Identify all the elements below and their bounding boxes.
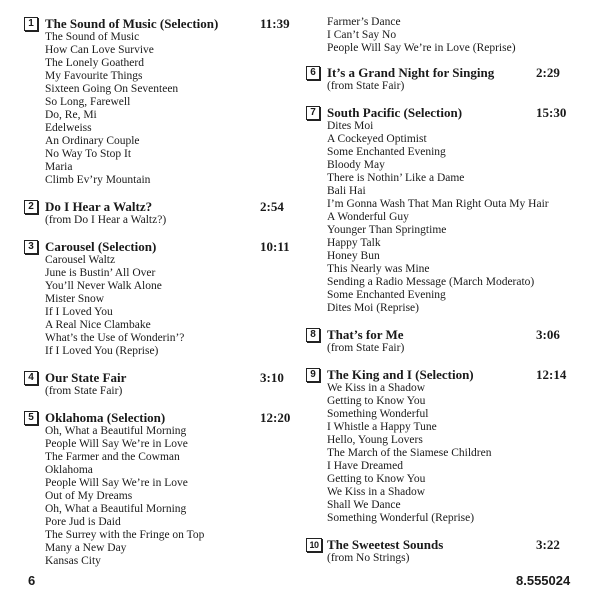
page-number: 6: [28, 573, 36, 588]
track-item: Getting to Know You: [327, 395, 426, 407]
track-item: What’s the Use of Wonderin’?: [45, 332, 185, 344]
track-number: 6: [306, 66, 320, 80]
track-title: South Pacific (Selection): [327, 105, 463, 120]
track-item: Something Wonderful: [327, 408, 429, 420]
track-item: Some Enchanted Evening: [327, 146, 446, 158]
track: [24, 199, 294, 227]
track-header: [306, 367, 576, 382]
track-items: [306, 120, 576, 315]
track-item: Pore Jud is Daid: [45, 516, 121, 528]
track-item: (from State Fair): [45, 385, 123, 397]
track-number: 7: [306, 106, 320, 120]
continued-track-items: [306, 16, 576, 55]
track-items: [306, 382, 576, 525]
track-items: [306, 552, 576, 565]
track-item: (from State Fair): [327, 342, 405, 354]
track-number: 5: [24, 411, 38, 425]
track-title: The King and I (Selection): [327, 367, 474, 382]
track-title: Oklahoma (Selection): [45, 410, 166, 425]
track-header: [24, 16, 294, 31]
track-items: [24, 254, 294, 358]
track-item: Getting to Know You: [327, 473, 426, 485]
track-item: I Have Dreamed: [327, 460, 403, 472]
track-items: [24, 385, 294, 398]
left-column: [24, 16, 294, 580]
track-header: [306, 105, 576, 120]
track: [306, 65, 576, 93]
track-item: So Long, Farewell: [45, 96, 131, 108]
track-item: June is Bustin’ All Over: [45, 267, 156, 279]
track-item: This Nearly was Mine: [327, 263, 430, 275]
track-item: Out of My Dreams: [45, 490, 133, 502]
track-item: Many a New Day: [45, 542, 127, 554]
track-header: [306, 327, 576, 342]
track-items: [24, 214, 294, 227]
track-number: 8: [306, 328, 320, 342]
right-column: [306, 16, 576, 577]
track-item: I Can’t Say No: [327, 29, 397, 41]
track-item: (from No Strings): [327, 552, 410, 564]
track-item: Maria: [45, 161, 73, 173]
track: [306, 105, 576, 315]
track-item: I’m Gonna Wash That Man Right Outa My Hair: [327, 198, 549, 210]
track-item: Oh, What a Beautiful Morning: [45, 425, 187, 437]
track-item: Edelweiss: [45, 122, 92, 134]
track-item: Dites Moi: [327, 120, 374, 132]
track-item: Hello, Young Lovers: [327, 434, 423, 446]
track: [306, 367, 576, 525]
track-title: Our State Fair: [45, 370, 127, 385]
track-item: Honey Bun: [327, 250, 380, 262]
track-item: My Favourite Things: [45, 70, 143, 82]
track-number: 9: [306, 368, 320, 382]
track-header: [24, 199, 294, 214]
track-duration: 12:20: [260, 410, 291, 425]
track-item: If I Loved You (Reprise): [45, 345, 159, 357]
track-title: Carousel (Selection): [45, 239, 157, 254]
track: [24, 370, 294, 398]
track-item: Oh, What a Beautiful Morning: [45, 503, 187, 515]
track-item: The Sound of Music: [45, 31, 140, 43]
track-item: The March of the Siamese Children: [327, 447, 492, 459]
track-item: Mister Snow: [45, 293, 105, 305]
track-item: Happy Talk: [327, 237, 381, 249]
track-title: The Sweetest Sounds: [327, 537, 444, 552]
track-duration: 12:14: [536, 367, 567, 382]
track-item: If I Loved You: [45, 306, 113, 318]
track-header: [24, 239, 294, 254]
track-item: People Will Say We’re in Love: [45, 438, 188, 450]
track-item: Younger Than Springtime: [327, 224, 447, 236]
track-item: The Farmer and the Cowman: [45, 451, 180, 463]
track-item: (from State Fair): [327, 80, 405, 92]
track-item: You’ll Never Walk Alone: [45, 280, 162, 292]
track-item: A Cockeyed Optimist: [327, 133, 427, 145]
track-duration: 10:11: [260, 239, 290, 254]
track-item: The Surrey with the Fringe on Top: [45, 529, 205, 541]
track-duration: 2:29: [536, 65, 560, 80]
track-item: Sixteen Going On Seventeen: [45, 83, 179, 95]
track-duration: 3:10: [260, 370, 284, 385]
track: [24, 16, 294, 187]
track-item: A Wonderful Guy: [327, 211, 409, 223]
track-item: We Kiss in a Shadow: [327, 382, 426, 394]
track-item: An Ordinary Couple: [45, 135, 140, 147]
track: [306, 537, 576, 565]
track-number: 10: [306, 538, 322, 552]
track-header: [24, 370, 294, 385]
track-item: We Kiss in a Shadow: [327, 486, 426, 498]
track-number: 2: [24, 200, 38, 214]
track-number: 1: [24, 17, 38, 31]
track-item: Kansas City: [45, 555, 101, 567]
track-duration: 2:54: [260, 199, 284, 214]
track-item: Bloody May: [327, 159, 385, 171]
track-item: (from Do I Hear a Waltz?): [45, 214, 167, 226]
track-duration: 3:06: [536, 327, 560, 342]
track-title: Do I Hear a Waltz?: [45, 199, 153, 214]
track-item: How Can Love Survive: [45, 44, 154, 56]
track-items: [24, 425, 294, 568]
track-duration: 15:30: [536, 105, 567, 120]
track-item: Oklahoma: [45, 464, 93, 476]
track-item: Dites Moi (Reprise): [327, 302, 419, 314]
track-title: The Sound of Music (Selection): [45, 16, 219, 31]
track-title: That’s for Me: [327, 327, 404, 342]
track-header: [24, 410, 294, 425]
track-title: It’s a Grand Night for Singing: [327, 65, 495, 80]
track-item: Bali Hai: [327, 185, 366, 197]
track: [306, 327, 576, 355]
catalog-number: 8.555024: [516, 573, 571, 588]
track-items: [306, 342, 576, 355]
track-item: People Will Say We’re in Love: [45, 477, 188, 489]
track-duration: 11:39: [260, 16, 290, 31]
track-item: Farmer’s Dance: [327, 16, 401, 28]
track-header: [306, 537, 576, 552]
track-item: No Way To Stop It: [45, 148, 132, 160]
track: [24, 410, 294, 568]
track-item: I Whistle a Happy Tune: [327, 421, 437, 433]
track-item: A Real Nice Clambake: [45, 319, 151, 331]
track-item: Some Enchanted Evening: [327, 289, 446, 301]
track-item: People Will Say We’re in Love (Reprise): [327, 42, 516, 54]
track-items: [306, 80, 576, 93]
track-duration: 3:22: [536, 537, 560, 552]
track-number: 4: [24, 371, 38, 385]
track-item: Sending a Radio Message (March Moderato): [327, 276, 535, 288]
track-item: Climb Ev’ry Mountain: [45, 174, 151, 186]
track-item: Shall We Dance: [327, 499, 401, 511]
track-items: [24, 31, 294, 187]
track-header: [306, 65, 576, 80]
track-item: The Lonely Goatherd: [45, 57, 144, 69]
track-item: There is Nothin’ Like a Dame: [327, 172, 465, 184]
track-item: Carousel Waltz: [45, 254, 116, 266]
track-item: Something Wonderful (Reprise): [327, 512, 475, 524]
track-number: 3: [24, 240, 38, 254]
track: [24, 239, 294, 358]
track-item: Do, Re, Mi: [45, 109, 97, 121]
